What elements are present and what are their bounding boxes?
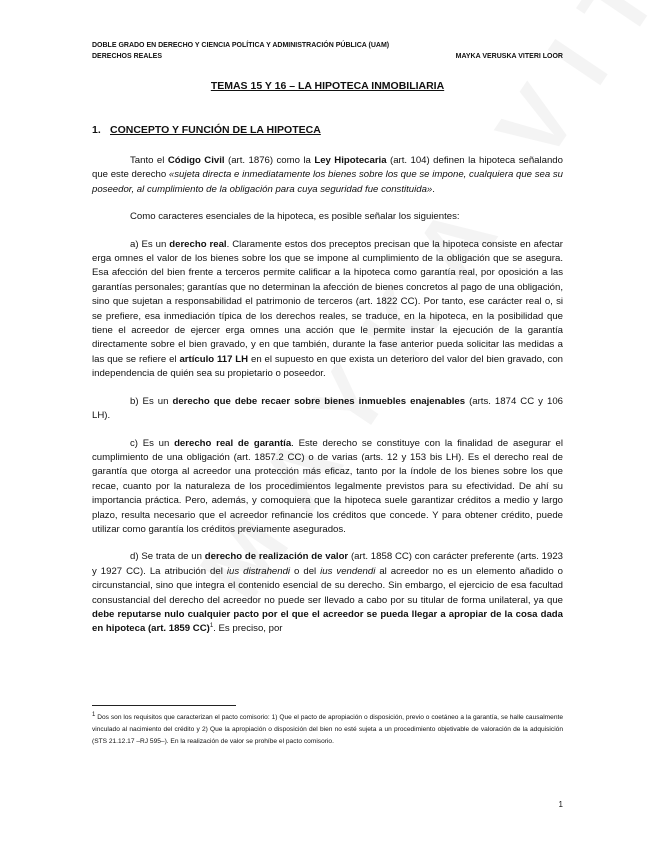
italic-span: ius vendendi <box>320 565 376 577</box>
text-span: . Es preciso, por <box>213 623 283 635</box>
footnote-text: Dos son los requisitos que caracterizan el pacto comisorio: 1) Que el pacto de apropiación o disposición, previo o coetáneo a la garantía, se halle causalmente vinculado al nacimiento del crédito y 2) Que la apropiación o disposición del bien no esté sujeta a un procedimiento objetivable de valoración de la adquisición (STS 21.12.17 –RJ 595–). En la realización de valor se prohíbe el pacto comisorio. <box>92 714 563 745</box>
paragraph-c <box>92 437 563 538</box>
body-text <box>92 154 563 650</box>
bold-span: artículo 117 LH <box>179 353 249 365</box>
bold-span: derecho real <box>169 238 227 250</box>
text-span: (art. 1858 CC) con carácter preferente (arts. 1923 y 1927 CC). La atribución del <box>92 551 563 577</box>
bold-span: Código Civil <box>167 155 225 166</box>
bold-span: derecho real de garantía <box>174 437 292 449</box>
footnote-separator <box>92 705 236 706</box>
text-span: . <box>432 183 435 195</box>
bold-span: Ley Hipotecaria <box>314 155 387 166</box>
text-span: a) Es un <box>130 238 170 250</box>
italic-span: ius distrahendi <box>226 565 291 577</box>
paragraph-b <box>92 395 563 424</box>
section-number: 1. <box>92 124 101 136</box>
bold-span: debe reputarse nulo cualquier pacto por el que el acreedor se pueda llegar a apropiar de la cosa dada en hipoteca (art. 1859 CC) <box>92 608 563 635</box>
bold-span: derecho que debe recaer sobre bienes inmuebles enajenables <box>172 395 466 407</box>
text-span: b) Es un <box>130 395 173 407</box>
paragraph-d <box>92 550 563 636</box>
text-span: (arts. 1874 CC y 106 LH). <box>92 395 563 422</box>
header-degree: DOBLE GRADO EN DERECHO Y CIENCIA POLÍTICA Y ADMINISTRACIÓN PÚBLICA (UAM) <box>92 42 390 49</box>
footnote <box>92 712 563 747</box>
text-span: en el supuesto en que exista un deterioro del valor del bien gravado, con independencia de quién sea su propietario o poseedor. <box>92 353 564 380</box>
text-span: . Este derecho se constituye con la finalidad de asegurar el cumplimiento de una obligación (art. 1857.2 CC) o de varias (arts. 12 y 153 bis LH). Es el derecho real de garantía que otorga al acreedor una protección más eficaz, tanto por la índole de los bienes sobre los que recae, cuanto por la naturaleza de los procedimientos legalmente previstos para su efectividad. De ahí su importancia práctica. Pero, además, y comoquiera que la hipoteca suele garantizar créditos a medio y largo plazo, resulta necesario que el acreedor refinancie los créditos que concede. Y para obtener crédito, puede utilizar como garantía los créditos previamente asegurados. <box>92 437 564 535</box>
header-author: MAYKA VERUSKA VITERI LOOR <box>455 53 563 60</box>
header-subject: DERECHOS REALES <box>92 53 163 60</box>
page-number: 1 <box>558 800 563 809</box>
text-span: d) Se trata de un <box>130 551 205 563</box>
text-span: c) Es un <box>130 437 175 449</box>
paragraph-intro-caracteres: Como caracteres esenciales de la hipoteca, es posible señalar los siguientes: <box>130 211 460 223</box>
footnote-mark: 1 <box>92 711 96 718</box>
text-span: (art. 104) definen la hipoteca señalando que este derecho <box>92 155 563 181</box>
text-span: o del <box>290 565 321 577</box>
text-span: al acreedor no es un elemento añadido o circunstancial, sino que integra el contenido esencial de su derecho. Sin embargo, el ejercicio de esa facultad consustancial del derecho del acreedor no puede ser llevado a cabo por su titular de forma unilateral, ya que <box>92 565 564 606</box>
section-title: CONCEPTO Y FUNCIÓN DE LA HIPOTECA <box>110 124 321 136</box>
paragraph-definition <box>92 154 563 197</box>
quote-span: «sujeta directa e inmediatamente los bienes sobre los que se impone, cualquiera que sea su poseedor, al cumplimiento de la obligación para cuya seguridad fue constituida» <box>92 169 563 195</box>
text-span: Tanto el <box>130 155 168 166</box>
paragraph-a <box>92 238 563 382</box>
bold-span: derecho de realización de valor <box>204 551 349 563</box>
document-title: TEMAS 15 Y 16 – LA HIPOTECA INMOBILIARIA <box>210 80 445 92</box>
text-span: . Claramente estos dos preceptos precisan que la hipoteca consiste en afectar erga omnes el valor de los bienes sobre los que se impone al cumplimiento de la obligación que se asegura. Esa afección del bien frente a terceros permite calificar a la hipoteca como garantía real, por oposición a las garantías personales; garantías que no determinan la afección de bienes concretos al pago de una obligación, sino que sujetan a responsabilidad el patrimonio de terceros (art. 1822 CC). Por tanto, ese carácter real o, si se prefiere, esa inmediación típica de los derechos reales, se traduce, en la hipoteca, en la posibilidad que tiene el acreedor de ejercer erga omnes una acción que le permite instar la ejecución de la garantía directamente sobre el bien gravado, y en que también, durante la fase anterior pueda solicitar las medidas a las que se refiere el <box>92 238 563 365</box>
footnote-ref[interactable]: 1 <box>209 623 214 630</box>
text-span: (art. 1876) como la <box>224 155 315 166</box>
section-heading <box>92 124 321 136</box>
page-header <box>92 40 563 62</box>
